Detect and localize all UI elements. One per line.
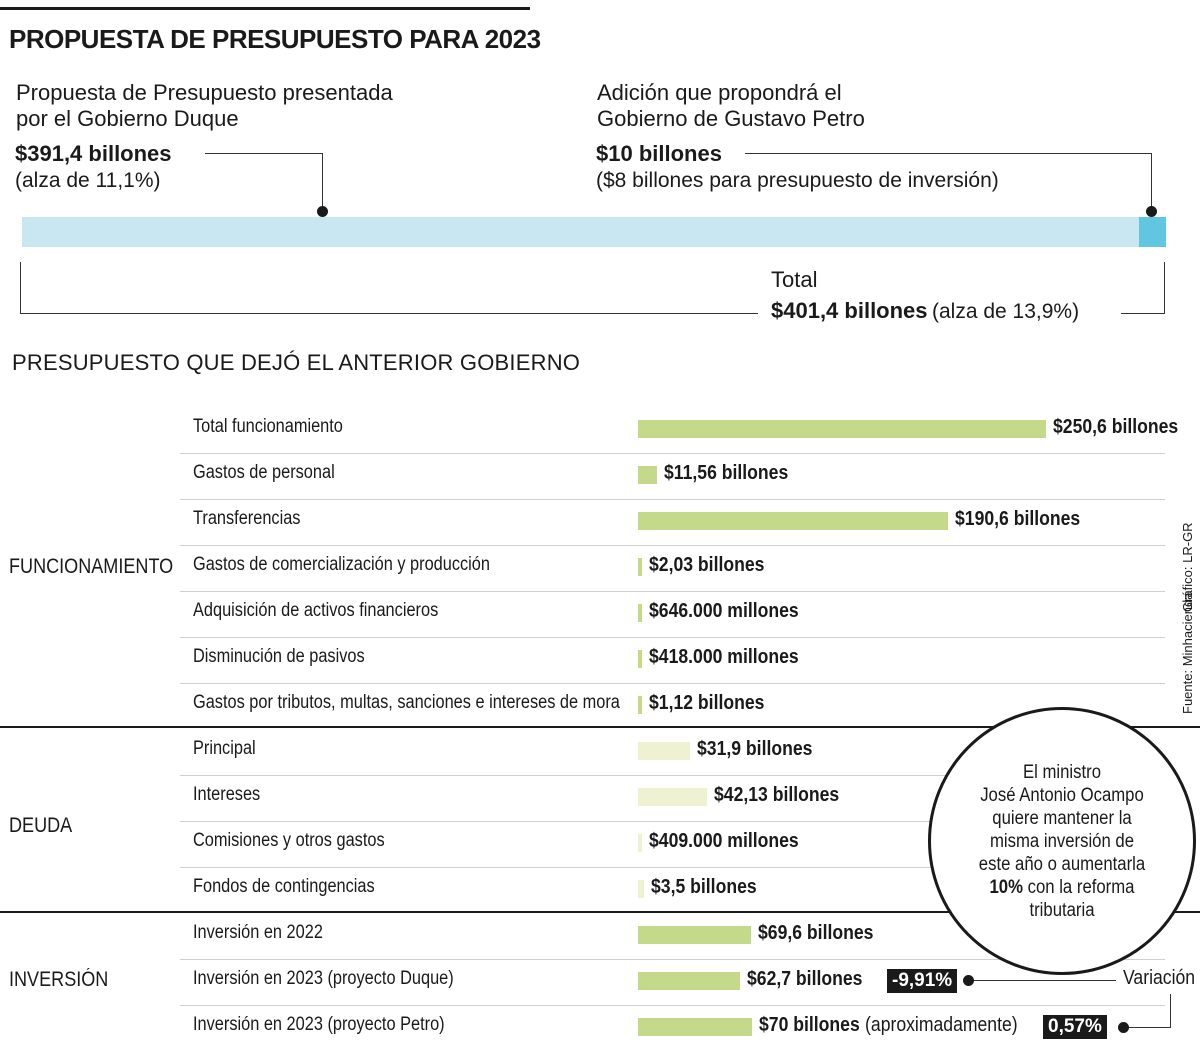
callout-text (978, 761, 1145, 922)
callout-line5: este año o aumentarla (978, 853, 1146, 875)
duque-sub: (alza de 11,1%) (15, 169, 161, 192)
variation-petro-badge: 0,57% (1043, 1015, 1107, 1039)
bar-value-note: (aproximadamente) (864, 1014, 1018, 1036)
bar-value-label (649, 646, 799, 669)
row-separator (180, 545, 1165, 546)
bracket-right (1164, 262, 1165, 314)
bar-value: $70 billones (758, 1014, 860, 1036)
chart-title: PROPUESTA DE PRESUPUESTO PARA 2023 (9, 24, 541, 54)
callout-circle (928, 707, 1196, 975)
bar-funcionamiento (638, 696, 642, 714)
section-title: PRESUPUESTO QUE DEJÓ EL ANTERIOR GOBIERNO (12, 350, 581, 375)
duque-leader-h (205, 153, 323, 154)
variation-leader-v (1170, 994, 1171, 1027)
bar-value-label (649, 692, 764, 715)
bar-value: $2,03 billones (649, 554, 765, 576)
bar-value: $31,9 billones (696, 738, 813, 760)
bar-value-label (649, 600, 799, 623)
row-separator (180, 1005, 1165, 1006)
bar-funcionamiento (638, 512, 948, 530)
credit-fuente: Fuente: Minhacienda (1180, 592, 1195, 714)
row-label: Gastos de personal (193, 462, 335, 483)
bar-value: $11,56 billones (663, 462, 789, 484)
bar-value-label (649, 830, 799, 853)
variation-dot-petro (1118, 1022, 1129, 1033)
variation-duque-badge: -9,91% (887, 969, 957, 993)
bar-funcionamiento (638, 604, 642, 622)
top-rule (0, 7, 530, 10)
bracket-bottom-left (20, 313, 758, 314)
bar-deuda (638, 880, 644, 898)
petro-dot (1146, 206, 1157, 217)
row-label: Inversión en 2022 (193, 922, 323, 943)
row-separator (180, 453, 1165, 454)
bar-value: $190,6 billones (955, 508, 1081, 530)
group-label-inversion: INVERSIÓN (9, 968, 109, 991)
variation-dot-duque (963, 975, 974, 986)
petro-label-line1: Adición que propondrá el (597, 80, 842, 105)
row-label: Intereses (193, 784, 261, 805)
bracket-bottom-right (1121, 313, 1165, 314)
variation-label: Variación (1123, 967, 1196, 989)
bar-value: $69,6 billones (758, 922, 874, 944)
variation-leader-duque (966, 980, 1116, 981)
bar-inversion (638, 926, 751, 944)
callout-line1: El ministro (1022, 761, 1102, 783)
duque-value: $391,4 billones (15, 141, 172, 166)
row-label: Adquisición de activos financieros (193, 600, 439, 621)
row-separator (180, 637, 1165, 638)
row-label: Comisiones y otros gastos (193, 830, 385, 851)
total-value-line (771, 298, 1079, 324)
row-label: Principal (193, 738, 256, 759)
bar-value: $42,13 billones (713, 784, 839, 806)
group-label-deuda: DEUDA (9, 814, 73, 837)
total-value: $401,4 billones (771, 298, 928, 323)
callout-bold: 10% (989, 876, 1023, 898)
petro-value: $10 billones (596, 141, 722, 166)
petro-leader-v (1151, 153, 1152, 211)
petro-sub: ($8 billones para presupuesto de inversión) (596, 169, 999, 192)
bar-value-label (664, 462, 788, 485)
callout-line6: con la reforma (1022, 876, 1135, 898)
bar-value: $409.000 millones (649, 830, 799, 852)
bar-value: $62,7 billones (747, 968, 863, 990)
bar-value-label (759, 1014, 1018, 1037)
petro-label-line2: Gobierno de Gustavo Petro (597, 106, 865, 131)
total-sub: (alza de 13,9%) (931, 300, 1080, 323)
row-separator (180, 683, 1165, 684)
bar-value-label (955, 508, 1080, 531)
bar-value: $250,6 billones (1053, 416, 1179, 438)
duque-leader-v (322, 153, 323, 211)
callout-line6-wrap (978, 876, 1145, 899)
row-label: Gastos de comercialización y producción (193, 554, 490, 575)
row-label: Inversión en 2023 (proyecto Petro) (193, 1014, 445, 1035)
row-label: Gastos por tributos, multas, sanciones e intereses de mora (193, 692, 620, 713)
group-label-funcionamiento: FUNCIONAMIENTO (9, 555, 174, 578)
bar-deuda (638, 834, 642, 852)
bar-value-label (714, 784, 839, 807)
bar-value-label (758, 922, 873, 945)
variation-leader-petro (1125, 1027, 1171, 1028)
bar-funcionamiento (638, 650, 642, 668)
bar-value-label (649, 554, 764, 577)
row-label: Fondos de contingencias (193, 876, 375, 897)
total-label: Total (771, 267, 818, 292)
bar-value-label (697, 738, 812, 761)
credit-grafico: Gráfico: LR-GR (1180, 522, 1195, 612)
bar-value-label (747, 968, 862, 991)
petro-leader-h (745, 153, 1152, 154)
bar-funcionamiento (638, 420, 1046, 438)
row-label: Transferencias (193, 508, 301, 529)
total-bar-addition (1139, 217, 1166, 247)
bar-value-label (1053, 416, 1178, 439)
duque-label-line1: Propuesta de Presupuesto presentada (16, 80, 393, 105)
bar-funcionamiento (638, 558, 642, 576)
duque-label-line2: por el Gobierno Duque (16, 106, 239, 131)
row-label: Disminución de pasivos (193, 646, 365, 667)
bar-inversion (638, 1018, 752, 1036)
row-label: Inversión en 2023 (proyecto Duque) (193, 968, 454, 989)
callout-line3: quiere mantener la (992, 807, 1132, 829)
bar-value: $1,12 billones (649, 692, 765, 714)
bar-deuda (638, 788, 707, 806)
row-separator (180, 499, 1165, 500)
row-label: Total funcionamiento (193, 416, 343, 437)
callout-line4: misma inversión de (989, 830, 1135, 852)
bar-value: $418.000 millones (649, 646, 799, 668)
callout-line2: José Antonio Ocampo (980, 784, 1144, 806)
callout-line7: tributaria (1029, 899, 1095, 921)
row-separator (180, 591, 1165, 592)
bar-value-label (651, 876, 757, 899)
bar-value: $646.000 millones (649, 600, 799, 622)
bar-deuda (638, 742, 690, 760)
bar-value: $3,5 billones (650, 876, 757, 898)
bar-inversion (638, 972, 740, 990)
bracket-left (20, 262, 21, 314)
duque-dot (317, 206, 328, 217)
bar-funcionamiento (638, 466, 657, 484)
total-bar-base (22, 217, 1166, 247)
